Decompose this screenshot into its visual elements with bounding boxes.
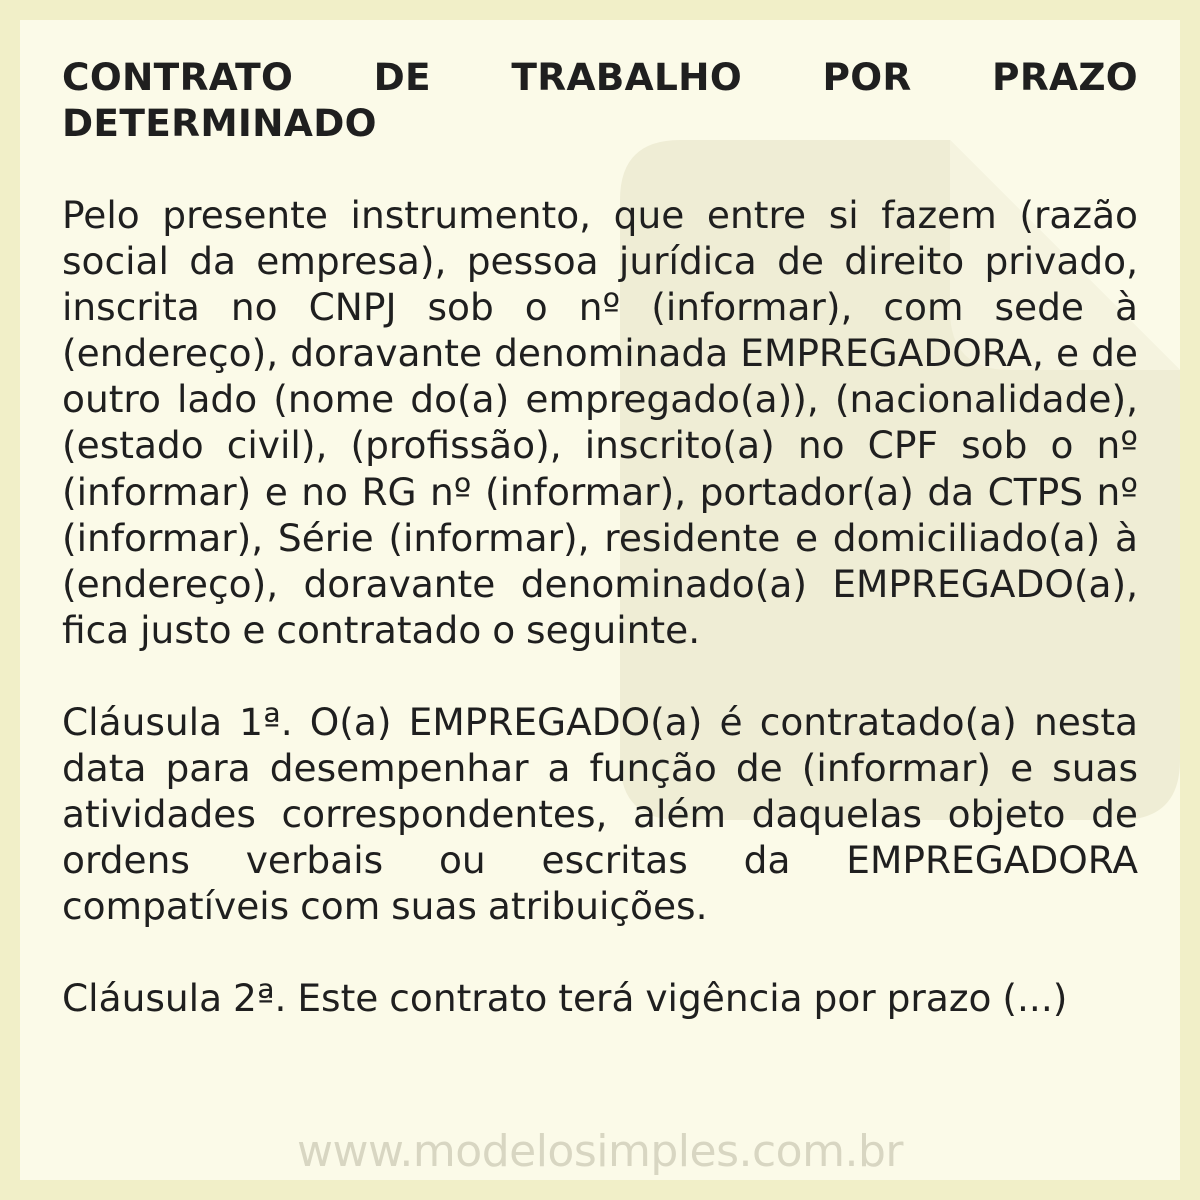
document-title: [62, 54, 1138, 146]
document-body: [62, 54, 1138, 1022]
document-title-line-2: DETERMINADO: [62, 101, 377, 145]
clause-1-paragraph: Cláusula 1ª. O(a) EMPREGADO(a) é contratado(a) nesta data para desempenhar a função de (informar) e suas atividades correspondentes, além daquelas objeto de ordens verbais ou escritas da EMPREGADORA compatíveis com suas atribuições.: [62, 699, 1138, 929]
preamble-paragraph: Pelo presente instrumento, que entre si fazem (razão social da empresa), pessoa jurídica de direito privado, inscrita no CNPJ sob o nº (informar), com sede à (endereço), doravante denominada EMPREGADORA, e de outro lado (nome do(a) empregado(a)), (nacionalidade), (estado civil), (profissão), inscrito(a) no CPF sob o nº (informar) e no RG nº (informar), portador(a) da CTPS nº (informar), Série (informar), residente e domiciliado(a) à (endereço), doravante denominado(a) EMPREGADO(a), fica justo e contratado o seguinte.: [62, 193, 1138, 652]
document-title-line-1: CONTRATO DE TRABALHO POR PRAZO: [62, 55, 1138, 99]
website-watermark: www.modelosimples.com.br: [297, 1126, 903, 1177]
clause-2-paragraph: Cláusula 2ª. Este contrato terá vigência por prazo (...): [62, 976, 1068, 1021]
